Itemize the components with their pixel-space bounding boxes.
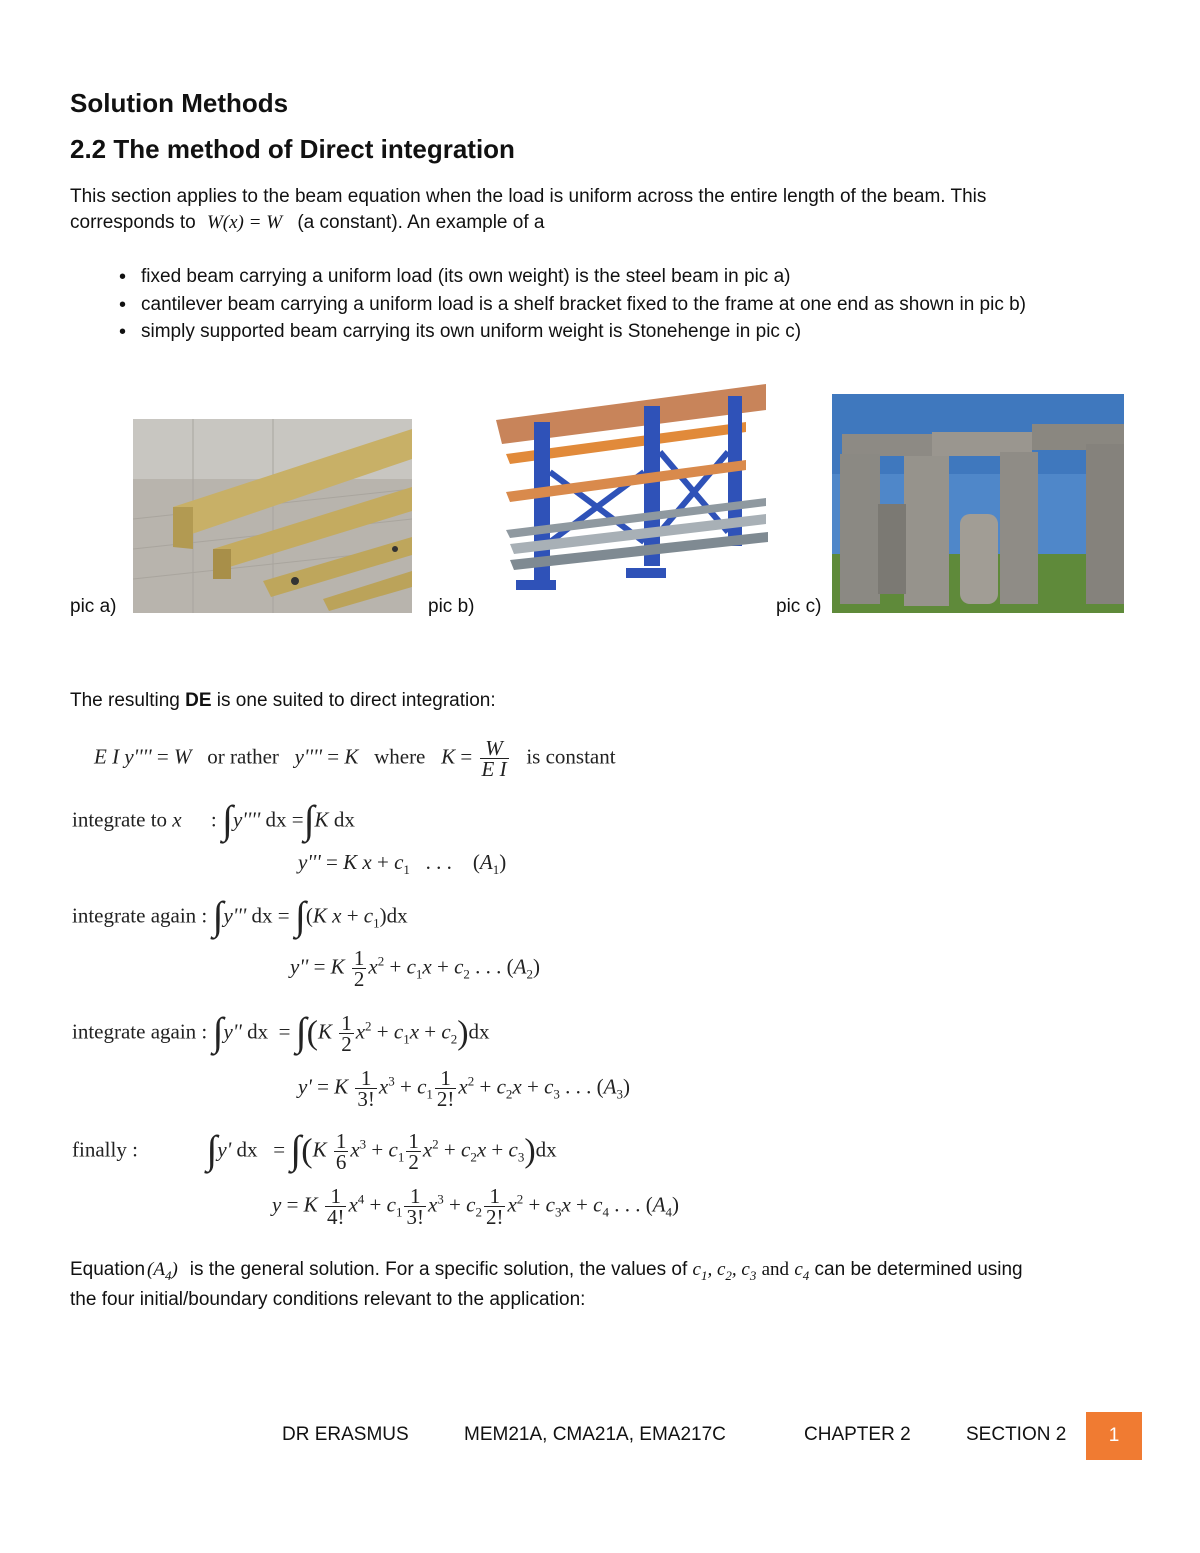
conclusion-mid: is the general solution. For a specific solution, the values of bbox=[189, 1259, 688, 1280]
conclusion-post: can be determined using bbox=[814, 1259, 1023, 1280]
pic-a-label: pic a) bbox=[70, 596, 117, 617]
footer-section: SECTION 2 bbox=[966, 1424, 1067, 1445]
integrate-again-line-1: integrate again : ∫y''' dx = ∫(K $x + c_1)dx$ bbox=[72, 893, 408, 938]
de-abbrev: DE bbox=[185, 690, 212, 711]
eq-is-constant: is constant bbox=[526, 744, 616, 769]
page-number: 1 bbox=[1086, 1412, 1142, 1460]
beam-equation: E I y'''' = W or rather y'''' = K where K = $\frac{W}{\text{E I}}$ is constant bbox=[94, 736, 616, 781]
cantilever-rack-illustration bbox=[496, 382, 771, 600]
de-intro-post: is one suited to direct integration: bbox=[211, 690, 496, 711]
equation-a1: y''' = K $x + c_1$ . . . $(A_1)$ bbox=[298, 850, 507, 878]
label-integrate-again-2: integrate again : bbox=[72, 1019, 208, 1044]
footer-course-codes: MEM21A, CMA21A, EMA217C bbox=[464, 1424, 726, 1445]
list-item: • fixed beam carrying a uniform load (its own weight) is the steel beam in pic a) bbox=[141, 266, 790, 288]
intro-line-1: This section applies to the beam equation when the load is uniform across the entire length of the beam. This bbox=[70, 186, 987, 207]
section-title: 2.2 The method of Direct integration bbox=[70, 134, 515, 164]
pic-c-label: pic c) bbox=[776, 596, 822, 617]
stonehenge-photo bbox=[832, 394, 1124, 613]
conclusion-pre: Equation bbox=[70, 1259, 146, 1280]
footer-author: DR ERASMUS bbox=[282, 1424, 409, 1445]
finally-line: finally : ∫y' dx = ∫(K $\frac{1}{6}$ $x^3 + c_1$ $\frac{1}{2}$ $x^2 + c_2x + c_3)dx$ bbox=[72, 1127, 557, 1174]
page-heading: Solution Methods bbox=[70, 88, 289, 118]
eq-where: where bbox=[374, 744, 426, 769]
label-integrate-to: integrate to bbox=[72, 807, 168, 832]
conclusion-line-1: Equation $(A_4)$ is the general solution. For a specific solution, the values of $c_1$, $c_2$, $c_3$ and $c_4$ can be determined using bbox=[70, 1259, 1023, 1283]
steel-beam-photo bbox=[133, 419, 412, 613]
intro-line-2-pre: corresponds to bbox=[70, 212, 196, 233]
equation-a2: y'' = K $\frac{1}{2}$ $x^2 + c_1x + c_2$ . . . $(A_2)$ bbox=[290, 946, 540, 991]
conclusion-line-2: the four initial/boundary conditions relevant to the application: bbox=[70, 1289, 586, 1310]
conclusion-and: and bbox=[761, 1259, 790, 1280]
de-intro-pre: The resulting bbox=[70, 690, 186, 711]
list-item: • simply supported beam carrying its own uniform weight is Stonehenge in pic c) bbox=[141, 321, 801, 343]
intro-line-2 bbox=[70, 210, 544, 236]
list-item: • cantilever beam carrying a uniform load is a shelf bracket fixed to the frame at one end as shown in pic b) bbox=[141, 294, 1026, 316]
intro-math: W(x) = W bbox=[206, 212, 283, 233]
equation-a4: y = K $\frac{1}{4!}$ $x^4 + c_1$ $\frac{1}{3!}$ $x^3 + c_2$ $\frac{1}{2!}$ $x^2 + c_3x + c_4$ . . . $(A_4)$ bbox=[272, 1184, 680, 1229]
integrate-to-x-line: integrate to x : ∫y'''' dx =∫K dx bbox=[72, 797, 355, 842]
intro-line-2-post: (a constant). An example of a bbox=[297, 212, 545, 233]
integrate-again-line-2: integrate again : ∫y'' dx = ∫(K $\frac{1}{2}$ $x^2 + c_1x + c_2)dx$ bbox=[72, 1009, 490, 1056]
eq-or-rather: or rather bbox=[207, 744, 279, 769]
de-intro bbox=[70, 688, 496, 714]
footer-chapter: CHAPTER 2 bbox=[804, 1424, 911, 1445]
equation-a3: y' = K $\frac{1}{3!}$ $x^3 + c_1$ $\frac{1}{2!}$ $x^2 + c_2x + c_3$ . . . $(A_3)$ bbox=[298, 1066, 630, 1111]
pic-b-label: pic b) bbox=[428, 596, 475, 617]
label-finally: finally : bbox=[72, 1137, 138, 1162]
label-integrate-again-1: integrate again : bbox=[72, 903, 208, 928]
